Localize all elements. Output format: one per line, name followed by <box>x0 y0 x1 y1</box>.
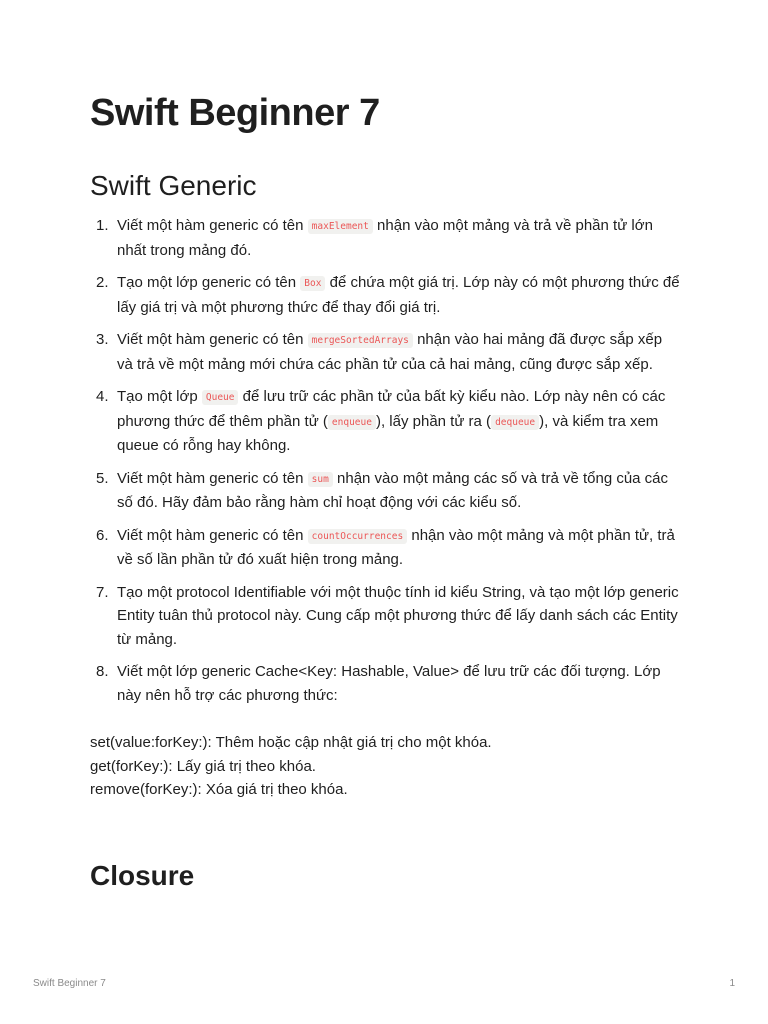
list-item-text: Viết một hàm generic có tên <box>117 331 308 348</box>
page-number: 1 <box>729 978 735 989</box>
inline-code: dequeue <box>491 415 539 430</box>
page-title: Swift Beginner 7 <box>90 92 380 134</box>
list-item-number: 5. <box>96 469 109 487</box>
inline-code: countOccurrences <box>308 529 408 544</box>
list-item <box>90 271 680 319</box>
inline-code: Queue <box>202 390 239 405</box>
list-item <box>90 328 680 376</box>
footer-title: Swift Beginner 7 <box>33 978 106 989</box>
inline-code: enqueue <box>328 415 376 430</box>
list-item-text: Viết một hàm generic có tên <box>117 217 308 234</box>
list-item <box>90 385 680 458</box>
list-item-text: nhận vào một mảng và trả về phần tử lớn nhất trong mảng đó. <box>117 217 653 259</box>
inline-code: Box <box>300 276 325 291</box>
list-item-text: Tạo một lớp <box>117 388 202 405</box>
list-item-text: nhận vào hai mảng đã được sắp xếp và trả về một mảng mới chứa các phần tử của cả hai mảng, cũng được sắp xếp. <box>117 331 663 373</box>
list-item <box>90 660 680 707</box>
list-item-text: Viết một hàm generic có tên <box>117 469 308 487</box>
list-item <box>90 524 680 572</box>
list-item-number: 1. <box>96 217 109 234</box>
list-item-number: 4. <box>96 388 109 405</box>
list-item-text: nhận vào một mảng và một phần tử, trả về số lần phần tử đó xuất hiện trong mảng. <box>117 526 675 568</box>
list-item-text: để chứa một giá trị. Lớp này có một phương thức để lấy giá trị và một phương thức để thay đổi giá trị. <box>117 274 680 316</box>
cache-methods-list <box>90 731 690 802</box>
inline-code: sum <box>308 472 333 487</box>
list-item-text: Tạo một protocol Identifiable với một thuộc tính id kiểu String, và tạo một lớp generic Entity tuân thủ protocol này. Cung cấp một phương thức để lấy danh sách các Entity từ mảng. <box>117 583 679 648</box>
section-heading-swift-generic: Swift Generic <box>90 170 257 201</box>
list-item <box>90 214 680 262</box>
list-item-text: Tạo một lớp generic có tên <box>117 274 301 291</box>
list-item-number: 6. <box>96 526 109 544</box>
list-item-number: 7. <box>96 583 109 601</box>
list-item-text: Viết một hàm generic có tên <box>117 526 308 544</box>
method-line: set(value:forKey:): Thêm hoặc cập nhật giá trị cho một khóa. <box>90 734 492 751</box>
list-item-text: Viết một lớp generic Cache<Key: Hashable, Value> để lưu trữ các đối tượng. Lớp này nên hỗ trợ các phương thức: <box>117 663 661 704</box>
inline-code: mergeSortedArrays <box>308 333 413 348</box>
list-item-text: ), và kiểm tra xem queue có rỗng hay không. <box>117 412 659 454</box>
method-line: remove(forKey:): Xóa giá trị theo khóa. <box>90 781 348 798</box>
list-item <box>90 467 680 515</box>
list-item-text: để lưu trữ các phần tử của bất kỳ kiểu nào. Lớp này nên có các phương thức để thêm phần tử ( <box>117 388 666 430</box>
list-item <box>90 581 680 652</box>
method-line: get(forKey:): Lấy giá trị theo khóa. <box>90 757 316 775</box>
list-item-number: 2. <box>96 274 109 291</box>
section-heading-closure: Closure <box>90 860 195 891</box>
list-item-number: 3. <box>96 331 109 348</box>
exercise-list <box>90 214 680 716</box>
list-item-text: ), lấy phần tử ra ( <box>375 412 492 430</box>
list-item-text: nhận vào một mảng các số và trả về tổng của các số đó. Hãy đảm bảo rằng hàm chỉ hoạt động với các kiểu số. <box>117 469 669 511</box>
inline-code: maxElement <box>308 219 373 234</box>
list-item-number: 8. <box>96 663 109 680</box>
